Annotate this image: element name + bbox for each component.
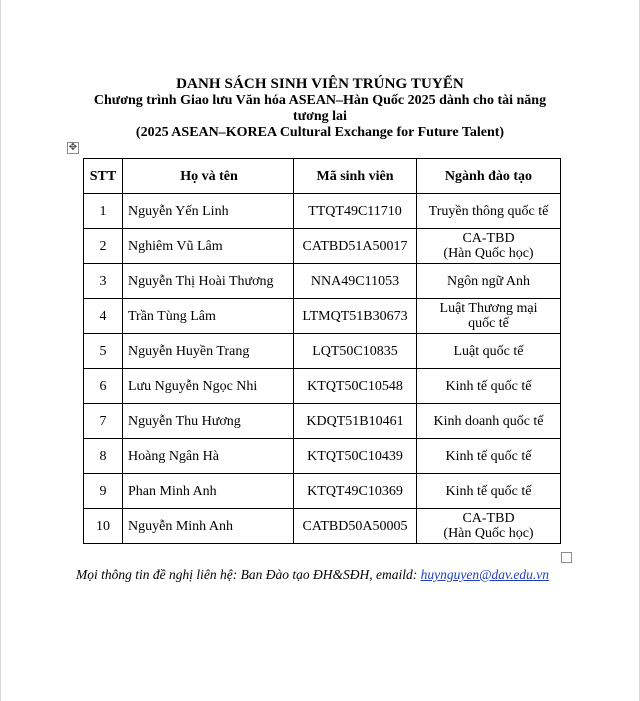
- cell-name: Trần Tùng Lâm: [123, 299, 294, 334]
- major-line: CA-TBD: [462, 511, 515, 526]
- cell-major: [417, 229, 561, 264]
- cell-stt: 8: [84, 439, 123, 474]
- contact-text: Mọi thông tin đề nghị liên hệ: Ban Đào tạo ĐH&SĐH, emaild:: [76, 567, 421, 582]
- cell-name: Nguyễn Huyền Trang: [123, 334, 294, 369]
- cell-major: [417, 439, 561, 474]
- table-resize-handle[interactable]: [561, 552, 572, 563]
- major-line: Kinh tế quốc tế: [445, 483, 532, 499]
- cell-stt: 1: [84, 194, 123, 229]
- cell-major: [417, 194, 561, 229]
- cell-major: [417, 369, 561, 404]
- table-row: [84, 194, 561, 229]
- cell-stt: 6: [84, 369, 123, 404]
- table-row: [84, 509, 561, 544]
- major-line: Luật quốc tế: [453, 343, 524, 359]
- cell-stt: 4: [84, 299, 123, 334]
- header-major: Ngành đào tạo: [417, 159, 561, 194]
- header-student-id: Mã sinh viên: [294, 159, 417, 194]
- cell-major: [417, 474, 561, 509]
- table-row: [84, 474, 561, 509]
- table-row: [84, 299, 561, 334]
- cell-name: Hoàng Ngân Hà: [123, 439, 294, 474]
- cell-major: [417, 264, 561, 299]
- move-arrows-icon: ✥: [68, 142, 78, 153]
- cell-name: Lưu Nguyễn Ngọc Nhi: [123, 369, 294, 404]
- major-line: Luật Thương mại: [439, 301, 538, 316]
- cell-name: Nguyễn Thu Hương: [123, 404, 294, 439]
- cell-name: Nguyễn Yến Linh: [123, 194, 294, 229]
- cell-student-id: CATBD50A50005: [294, 509, 417, 544]
- table-row: [84, 439, 561, 474]
- cell-student-id: LTMQT51B30673: [294, 299, 417, 334]
- document-title: DANH SÁCH SINH VIÊN TRÚNG TUYỂN: [176, 76, 464, 92]
- cell-stt: 7: [84, 404, 123, 439]
- cell-student-id: KTQT49C10369: [294, 474, 417, 509]
- cell-major: [417, 334, 561, 369]
- cell-student-id: LQT50C10835: [294, 334, 417, 369]
- major-line: Kinh tế quốc tế: [445, 448, 532, 464]
- table-move-handle-icon[interactable]: [67, 142, 79, 154]
- cell-name: Nguyễn Thị Hoài Thương: [123, 264, 294, 299]
- page-border-left: [0, 0, 1, 701]
- cell-stt: 2: [84, 229, 123, 264]
- table-header-row: [84, 159, 561, 194]
- cell-student-id: KTQT50C10439: [294, 439, 417, 474]
- cell-stt: 9: [84, 474, 123, 509]
- cell-name: Phan Minh Anh: [123, 474, 294, 509]
- cell-student-id: CATBD51A50017: [294, 229, 417, 264]
- cell-name: Nghiêm Vũ Lâm: [123, 229, 294, 264]
- cell-student-id: KDQT51B10461: [294, 404, 417, 439]
- cell-name: Nguyễn Minh Anh: [123, 509, 294, 544]
- cell-student-id: TTQT49C11710: [294, 194, 417, 229]
- contact-note: [76, 567, 576, 583]
- cell-stt: 10: [84, 509, 123, 544]
- header-name: Họ và tên: [123, 159, 294, 194]
- major-line: Truyền thông quốc tế: [428, 203, 549, 219]
- program-name-line2: tương lai: [293, 109, 347, 124]
- cell-student-id: NNA49C11053: [294, 264, 417, 299]
- contact-email-link[interactable]: huynguyen@dav.edu.vn: [420, 567, 549, 582]
- cell-major: [417, 509, 561, 544]
- document-header: [70, 76, 570, 141]
- header-stt: STT: [84, 159, 123, 194]
- major-line: Kinh tế quốc tế: [445, 378, 532, 394]
- table-row: [84, 334, 561, 369]
- cell-major: [417, 299, 561, 334]
- cell-stt: 5: [84, 334, 123, 369]
- major-line: Kinh doanh quốc tế: [433, 413, 544, 429]
- cell-student-id: KTQT50C10548: [294, 369, 417, 404]
- program-name-english: (2025 ASEAN–KOREA Cultural Exchange for Future Talent): [135, 125, 505, 140]
- cell-major: [417, 404, 561, 439]
- major-line-2: (Hàn Quốc học): [443, 526, 534, 541]
- major-line-2: (Hàn Quốc học): [443, 246, 534, 261]
- program-name-line1: Chương trình Giao lưu Văn hóa ASEAN–Hàn Quốc 2025 dành cho tài năng: [93, 93, 547, 108]
- student-list-table: [83, 158, 561, 544]
- major-line: Ngôn ngữ Anh: [446, 273, 531, 289]
- cell-stt: 3: [84, 264, 123, 299]
- table-row: [84, 264, 561, 299]
- major-line: CA-TBD: [462, 231, 515, 246]
- major-line-2: quốc tế: [468, 316, 509, 331]
- table-row: [84, 369, 561, 404]
- table-row: [84, 229, 561, 264]
- table-row: [84, 404, 561, 439]
